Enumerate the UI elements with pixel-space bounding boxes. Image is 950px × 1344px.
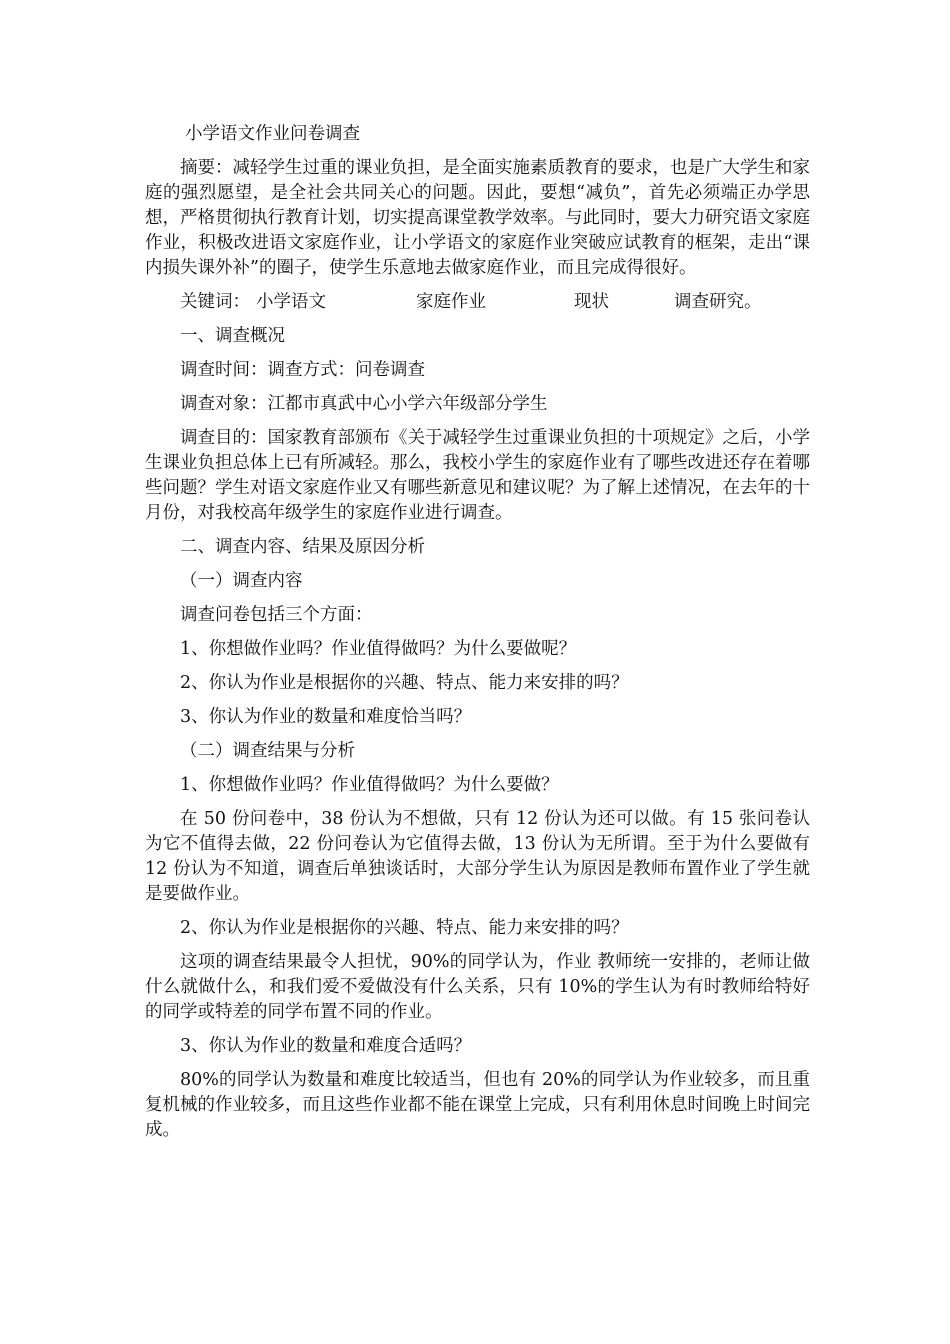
result-answer: 在 50 份问卷中，38 份认为不想做，只有 12 份认为还可以做。有 15 张问卷认为它不值得去做，22 份问卷认为它值得去做，13 份认为无所谓。至于为什么要做有 12 份认为不知道，调查后单独谈话时，大部分学生认为原因是教师布置作业了学生就是要做作业。 — [145, 809, 810, 904]
subsection-heading: （一）调查内容 — [180, 571, 303, 591]
section-heading: 一、调查概况 — [180, 326, 285, 346]
survey-target: 调查对象：江都市真武中心小学六年级部分学生 — [180, 394, 548, 414]
question-item: 2、你认为作业是根据你的兴趣、特点、能力来安排的吗？ — [180, 673, 629, 693]
document-body — [145, 122, 810, 1152]
keywords-label: 关键词： — [180, 292, 250, 312]
keyword-item: 小学语文 — [256, 292, 326, 312]
keyword-item: 现状 — [574, 292, 609, 312]
keyword-item: 家庭作业 — [416, 292, 486, 312]
survey-time-method: 调查时间：调查方式：问卷调查 — [180, 360, 425, 380]
abstract-paragraph: 摘要：减轻学生过重的课业负担，是全面实施素质教育的要求，也是广大学生和家庭的强烈愿望，是全社会共同关心的问题。因此，要想“减负”，首先必须端正办学思想，严格贯彻执行教育计划，切实提高课堂教学效率。与此同时，要大力研究语文家庭作业，积极改进语文家庭作业，让小学语文的家庭作业突破应试教育的框架，走出“课内损失课外补”的圈子，使学生乐意地去做家庭作业，而且完成得很好。 — [145, 158, 810, 278]
section-heading: 二、调查内容、结果及原因分析 — [180, 537, 425, 557]
question-item: 3、你认为作业的数量和难度恰当吗？ — [180, 707, 472, 727]
result-question: 1、你想做作业吗？作业值得做吗？为什么要做？ — [180, 775, 559, 795]
result-answer: 这项的调查结果最令人担忧，90%的同学认为，作业 教师统一安排的，老师让做什么就做什么，和我们爱不爱做没有什么关系，只有 10%的学生认为有时教师给特好的同学或特差的同学布置不同的作业。 — [145, 952, 810, 1022]
survey-purpose: 调查目的：国家教育部颁布《关于减轻学生过重课业负担的十项规定》之后，小学生课业负担总体上已有所减轻。那么，我校小学生的家庭作业有了哪些改进还存在着哪些问题？学生对语文家庭作业又有哪些新意见和建议呢？为了解上述情况，在去年的十月份，对我校高年级学生的家庭作业进行调查。 — [145, 428, 810, 523]
keywords-line — [145, 290, 810, 315]
result-question: 3、你认为作业的数量和难度合适吗？ — [180, 1036, 472, 1056]
document-title: 小学语文作业问卷调查 — [185, 124, 360, 144]
subsection-heading: （二）调查结果与分析 — [180, 741, 355, 761]
questionnaire-intro: 调查问卷包括三个方面： — [180, 605, 373, 625]
question-item: 1、你想做作业吗？作业值得做吗？为什么要做呢？ — [180, 639, 577, 659]
result-question: 2、你认为作业是根据你的兴趣、特点、能力来安排的吗？ — [180, 918, 629, 938]
keyword-item: 调查研究。 — [674, 292, 762, 312]
result-answer: 80%的同学认为数量和难度比较适当，但也有 20%的同学认为作业较多，而且重复机械的作业较多，而且这些作业都不能在课堂上完成，只有利用休息时间晚上时间完成。 — [145, 1070, 810, 1140]
